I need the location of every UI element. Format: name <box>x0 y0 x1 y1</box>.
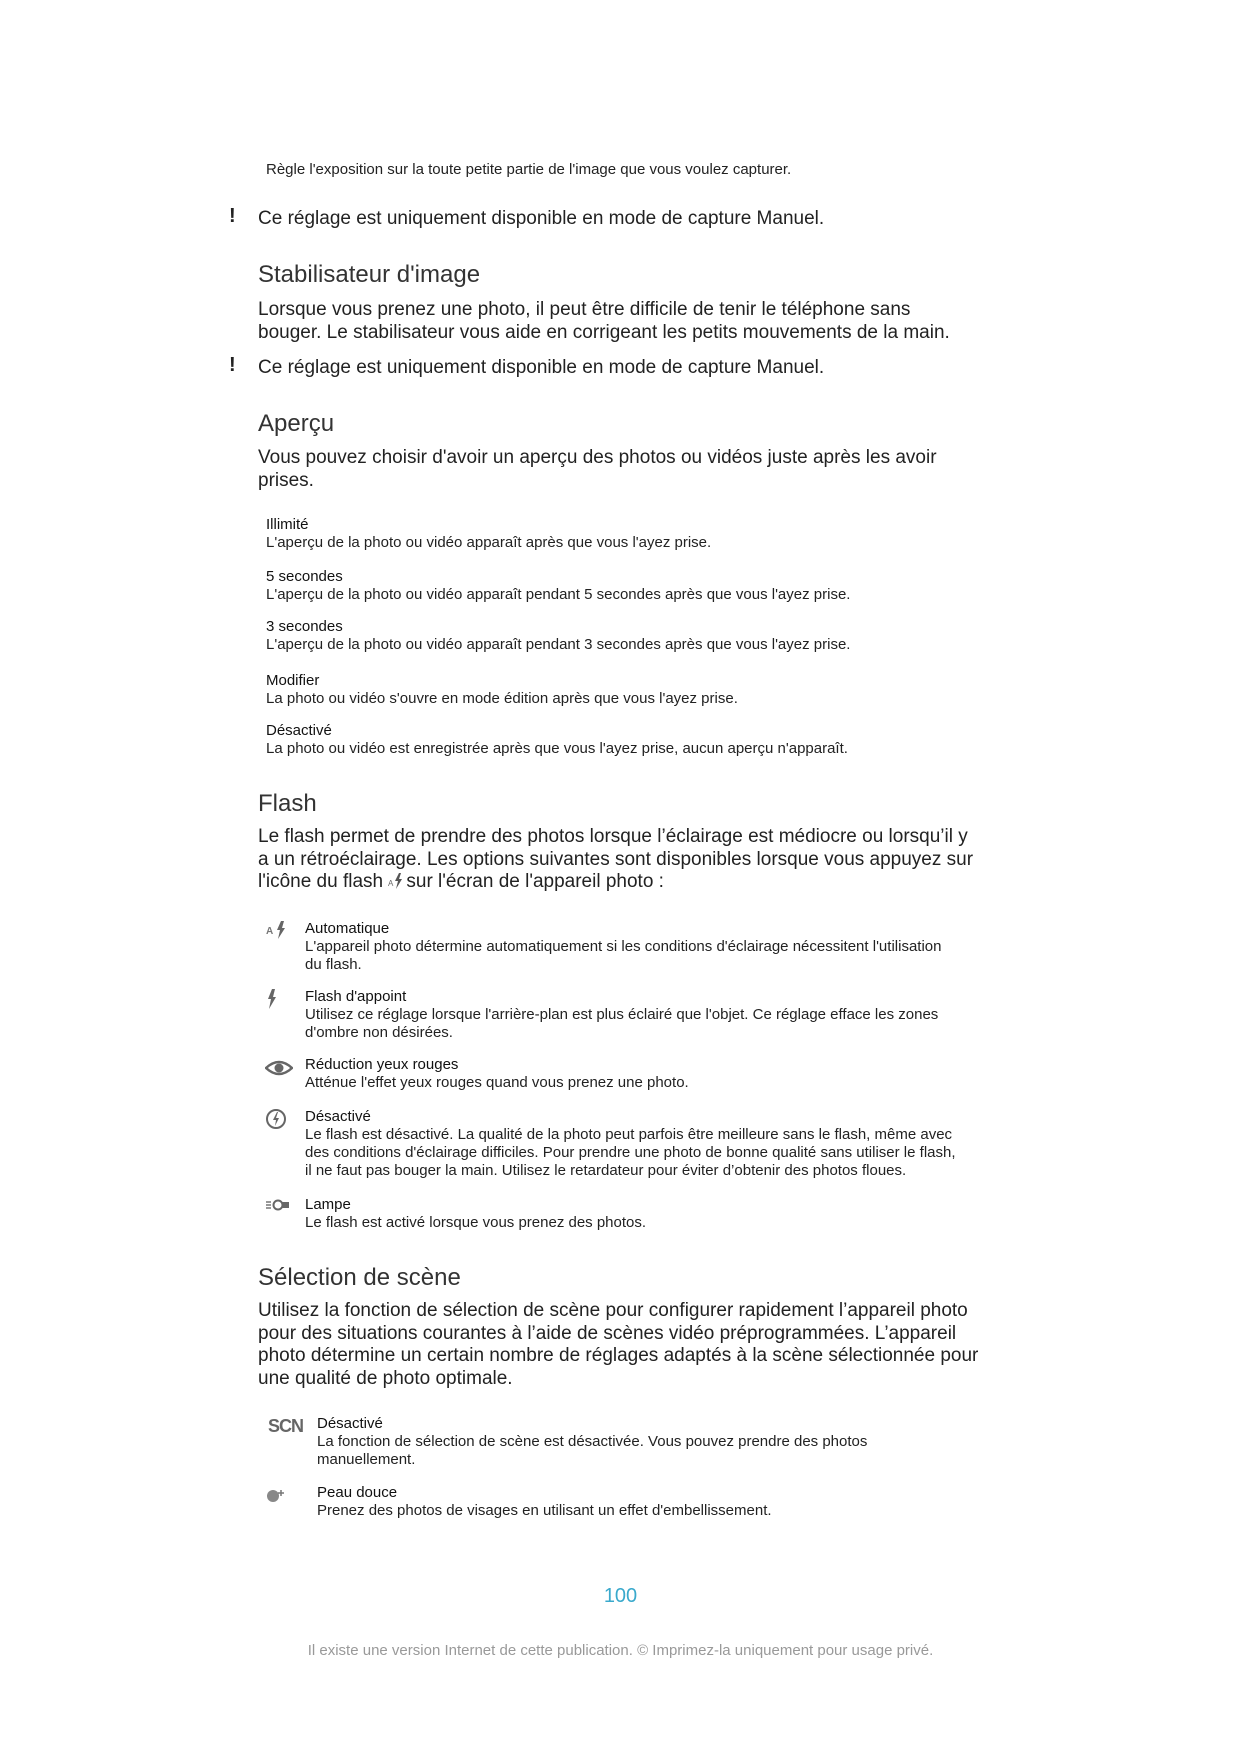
option-desc: Le flash est activé lorsque vous prenez des photos. <box>305 1214 647 1231</box>
scene-option <box>317 1415 867 1469</box>
scene-paragraph <box>258 1300 978 1390</box>
line: pour des situations courantes à l’aide de scènes vidéo préprogrammées. L’appareil <box>258 1322 957 1344</box>
option-title: Désactivé <box>305 1108 371 1125</box>
apercu-option <box>266 672 738 708</box>
text: sur l'écran de l'appareil photo : <box>406 871 664 892</box>
option-desc: il ne faut pas bouger la main. Utilisez le retardateur pour éviter d’obtenir des photos floues. <box>305 1162 907 1179</box>
option-desc: Prenez des photos de visages en utilisant un effet d'embellissement. <box>317 1502 772 1519</box>
option-desc: du flash. <box>305 956 362 973</box>
apercu-option <box>266 722 848 758</box>
option-desc: L'aperçu de la photo ou vidéo apparaît après que vous l'ayez prise. <box>266 534 712 551</box>
flash-icon <box>266 988 292 1008</box>
flash-paragraph <box>258 826 973 894</box>
option-desc: Le flash est désactivé. La qualité de la photo peut parfois être meilleure sans le flash, même avec <box>305 1126 953 1143</box>
option-title: 5 secondes <box>266 568 343 585</box>
option-title: Flash d'appoint <box>305 988 407 1005</box>
heading-apercu: Aperçu <box>258 410 335 437</box>
stabilisateur-paragraph <box>258 299 950 344</box>
option-desc: La photo ou vidéo s'ouvre en mode édition après que vous l'ayez prise. <box>266 690 738 707</box>
option-desc: Utilisez ce réglage lorsque l'arrière-plan est plus éclairé que l'objet. Ce réglage efface les zones <box>305 1006 939 1023</box>
option-title: Modifier <box>266 672 320 689</box>
note-text: Ce réglage est uniquement disponible en mode de capture Manuel. <box>258 208 825 229</box>
option-desc: La photo ou vidéo est enregistrée après que vous l'ayez prise, aucun aperçu n'apparaît. <box>266 740 848 757</box>
scene-option <box>317 1484 772 1520</box>
option-desc: L'appareil photo détermine automatiquement si les conditions d'éclairage nécessitent l'utilisation <box>305 938 942 955</box>
auto-flash-icon <box>266 920 292 940</box>
option-title: Peau douce <box>317 1484 398 1501</box>
svg-text:A: A <box>266 926 274 937</box>
option-desc: des conditions d'éclairage difficiles. Pour prendre une photo de bonne qualité sans utiliser le flash, <box>305 1144 956 1161</box>
footer-text: Il existe une version Internet de cette publication. © Imprimez-la uniquement pour usage privé. <box>307 1642 934 1659</box>
option-title: Réduction yeux rouges <box>305 1056 459 1073</box>
option-title: Désactivé <box>266 722 332 739</box>
option-title: Désactivé <box>317 1415 383 1432</box>
option-title: Illimité <box>266 516 309 533</box>
line: Utilisez la fonction de sélection de scène pour configurer rapidement l’appareil photo <box>258 1300 968 1321</box>
apercu-paragraph <box>258 447 937 492</box>
flash-option <box>305 1196 646 1232</box>
intro-text: Règle l'exposition sur la toute petite partie de l'image que vous voulez capturer. <box>266 161 792 178</box>
note-text: Ce réglage est uniquement disponible en mode de capture Manuel. <box>258 357 825 378</box>
text: l'icône du flash <box>258 871 389 892</box>
option-desc: Atténue l'effet yeux rouges quand vous prenez une photo. <box>305 1074 689 1091</box>
line: photo détermine un certain nombre de réglages adaptés à la scène sélectionnée pour <box>258 1345 979 1366</box>
option-title: Lampe <box>305 1196 351 1213</box>
apercu-option <box>266 516 711 552</box>
line: une qualité de photo optimale. <box>258 1367 513 1389</box>
flash-option <box>305 988 938 1042</box>
heading-scene: Sélection de scène <box>258 1264 461 1291</box>
soft-skin-icon <box>265 1486 291 1506</box>
line: Vous pouvez choisir d'avoir un aperçu des photos ou vidéos juste après les avoir <box>258 447 937 468</box>
svg-text:A: A <box>388 879 394 888</box>
flash-off-icon <box>265 1108 291 1128</box>
auto-flash-icon <box>388 872 406 890</box>
warning-icon: ! <box>229 205 236 227</box>
flash-option <box>305 920 941 974</box>
line: prises. <box>258 469 314 491</box>
line <box>258 871 973 894</box>
line: bouger. Le stabilisateur vous aide en corrigeant les petits mouvements de la main. <box>258 321 950 343</box>
line: Lorsque vous prenez une photo, il peut être difficile de tenir le téléphone sans <box>258 299 911 320</box>
flash-option <box>305 1056 689 1092</box>
heading-flash: Flash <box>258 790 317 817</box>
lamp-icon <box>265 1197 291 1217</box>
apercu-option <box>266 568 850 604</box>
option-title: Automatique <box>305 920 390 937</box>
option-title: 3 secondes <box>266 618 343 635</box>
scn-icon: SCN <box>268 1416 304 1436</box>
line: a un rétroéclairage. Les options suivantes sont disponibles lorsque vous appuyez sur <box>258 848 974 870</box>
flash-option <box>305 1108 956 1180</box>
line: Le flash permet de prendre des photos lorsque l’éclairage est médiocre ou lorsqu’il y <box>258 826 968 847</box>
page-number: 100 <box>603 1585 638 1607</box>
eye-icon <box>265 1058 291 1078</box>
option-desc: manuellement. <box>317 1451 416 1468</box>
option-desc: L'aperçu de la photo ou vidéo apparaît pendant 5 secondes après que vous l'ayez prise. <box>266 586 851 603</box>
option-desc: La fonction de sélection de scène est désactivée. Vous pouvez prendre des photos <box>317 1433 868 1450</box>
option-desc: L'aperçu de la photo ou vidéo apparaît pendant 3 secondes après que vous l'ayez prise. <box>266 636 851 653</box>
option-desc: d'ombre non désirées. <box>305 1024 453 1041</box>
heading-stabilisateur: Stabilisateur d'image <box>258 261 481 288</box>
apercu-option <box>266 618 850 654</box>
warning-icon: ! <box>229 354 236 376</box>
